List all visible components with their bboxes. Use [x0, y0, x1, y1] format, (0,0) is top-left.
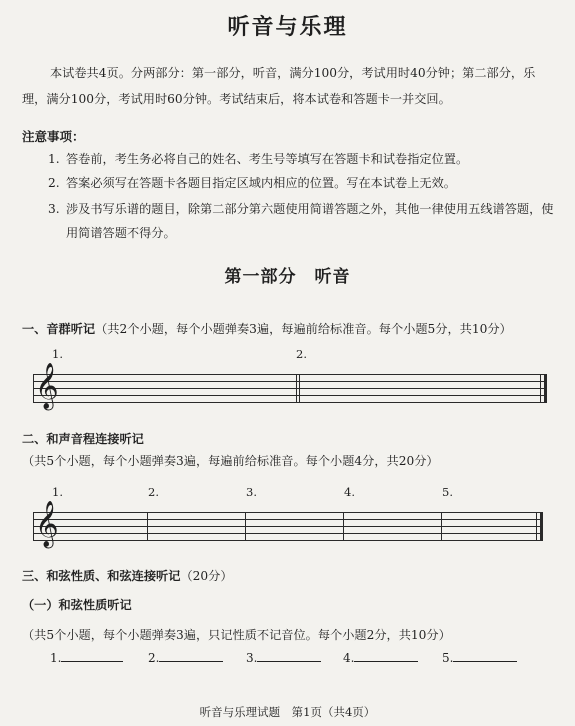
notice-item-number: 3.	[48, 202, 60, 216]
question-1-desc: （共2个小题，每个小题弹奏3遍，每遍前给标准音。每个小题5分，共10分）	[95, 322, 512, 336]
intro-paragraph: 本试卷共4页。分两部分：第一部分，听音，满分100分，考试用时40分钟；第二部分，乐理，满分100分，考试用时60分钟。考试结束后，将本试卷和答题卡一并交回。	[22, 66, 536, 106]
notice-item-text: 答案必须写在答题卡各题目指定区域内相应的位置。写在本试卷上无效。	[66, 176, 456, 190]
staff-label: 2.	[148, 485, 159, 499]
question-3-heading: 三、和弦性质、和弦连接听记	[22, 569, 181, 583]
notice-item-text: 涉及书写乐谱的题目，除第二部分第六题使用简谱答题之外，其他一律使用五线谱答题，使用简谱答题不得分。	[66, 202, 554, 240]
staff-q1	[33, 363, 547, 409]
question-3-sub-desc: （共5个小题，每个小题弹奏3遍，只记性质不记音位。每个小题2分，共10分）	[22, 628, 451, 642]
answer-blank[interactable]	[442, 647, 517, 665]
answer-blank[interactable]	[148, 647, 223, 665]
blank-label: 5.	[442, 651, 454, 665]
question-2-heading: 二、和声音程连接听记	[22, 432, 144, 446]
staff-q2	[33, 501, 543, 547]
question-3	[22, 565, 557, 587]
staff-label: 2.	[296, 347, 307, 361]
question-3-sub	[22, 590, 557, 650]
notice-item-text: 答卷前，考生务必将自己的姓名、考生号等填写在答题卡和试卷指定位置。	[66, 152, 469, 166]
part-one-heading: 第一部分 听音	[224, 267, 351, 287]
notice-item	[48, 171, 558, 195]
question-3-sub-heading: （一）和弦性质听记	[22, 598, 132, 612]
treble-clef-icon: 𝄞	[35, 501, 59, 547]
notice-list	[48, 147, 558, 245]
notice-item-number: 1.	[48, 152, 60, 166]
answer-blank[interactable]	[50, 647, 123, 665]
page-footer: 听音与乐理试题 第1页（共4页）	[199, 705, 376, 719]
notice-item	[48, 147, 558, 171]
answer-blank[interactable]	[246, 647, 321, 665]
answer-blank[interactable]	[343, 647, 418, 665]
staff-label: 1.	[52, 485, 63, 499]
staff-label: 5.	[442, 485, 453, 499]
staff-label: 3.	[246, 485, 257, 499]
notice-item-number: 2.	[48, 176, 60, 190]
blank-label: 2.	[148, 651, 160, 665]
notice-heading: 注意事项：	[22, 129, 85, 144]
treble-clef-icon: 𝄞	[35, 363, 59, 409]
staff-label: 4.	[344, 485, 355, 499]
question-2-desc: （共5个小题，每个小题弹奏3遍，每遍前给标准音。每个小题4分，共20分）	[22, 454, 439, 468]
question-1	[22, 318, 557, 340]
blank-label: 4.	[343, 651, 355, 665]
notice-item	[48, 197, 558, 245]
page-title: 听音与乐理	[227, 15, 348, 40]
blank-label: 1.	[50, 651, 62, 665]
question-2	[22, 428, 557, 472]
staff-label: 1.	[52, 347, 63, 361]
blank-label: 3.	[246, 651, 258, 665]
question-1-heading: 一、音群听记	[22, 322, 96, 336]
question-3-desc: （20分）	[180, 569, 233, 583]
